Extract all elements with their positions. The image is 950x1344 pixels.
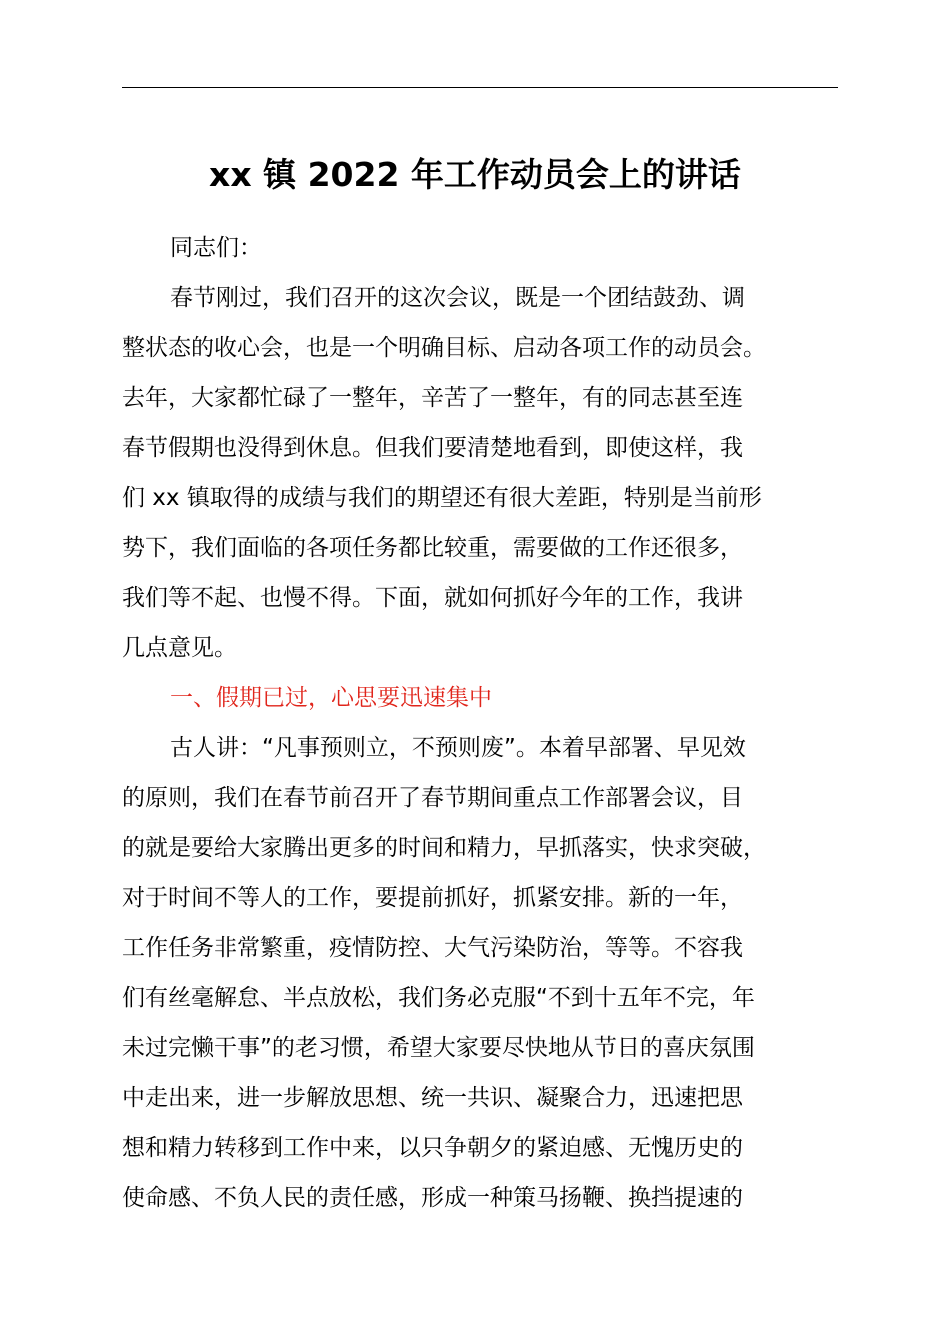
paragraph-line: 春节假期也没得到休息。但我们要清楚地看到，即使这样，我 [122,435,743,461]
paragraph-line: 几点意见。 [122,635,237,661]
paragraph-line: 工作任务非常繁重，疫情防控、大气污染防治，等等。不容我 [122,935,743,961]
paragraph-line: 们 xx 镇取得的成绩与我们的期望还有很大差距，特别是当前形 [122,485,762,511]
paragraph-line: 我们等不起、也慢不得。下面，就如何抓好今年的工作，我讲 [122,585,743,611]
paragraph-line: 未过完懒干事”的老习惯，希望大家要尽快地从节日的喜庆氛围 [122,1035,755,1061]
header-rule [122,87,838,88]
paragraph-line: 去年，大家都忙碌了一整年，辛苦了一整年，有的同志甚至连 [122,385,743,411]
document-body [122,223,842,1223]
paragraph-line: 使命感、不负人民的责任感，形成一种策马扬鞭、换挡提速的 [122,1185,743,1211]
document-title: xx 镇 2022 年工作动员会上的讲话 [209,155,741,194]
paragraph-line: 们有丝毫解怠、半点放松，我们务必克服“不到十五年不完，年 [122,985,755,1011]
paragraph-line: 春节刚过，我们召开的这次会议，既是一个团结鼓劲、调 [170,285,745,311]
section-heading: 一、假期已过，心思要迅速集中 [170,685,492,711]
paragraph-line: 整状态的收心会，也是一个明确目标、启动各项工作的动员会。 [122,335,766,361]
paragraph-line: 想和精力转移到工作中来，以只争朝夕的紧迫感、无愧历史的 [122,1135,743,1161]
paragraph-line: 中走出来，进一步解放思想、统一共识、凝聚合力，迅速把思 [122,1085,743,1111]
paragraph-line: 势下，我们面临的各项任务都比较重，需要做的工作还很多， [122,535,743,561]
paragraph-line: 的原则，我们在春节前召开了春节期间重点工作部署会议，目 [122,785,743,811]
paragraph-line: 古人讲：“凡事预则立，不预则废”。本着早部署、早见效 [170,735,746,761]
paragraph-section1 [122,723,842,1223]
paragraph-opening [122,273,842,673]
salutation: 同志们： [170,235,262,261]
paragraph-line: 对于时间不等人的工作，要提前抓好，抓紧安排。新的一年， [122,885,743,911]
paragraph-line: 的就是要给大家腾出更多的时间和精力，早抓落实，快求突破， [122,835,766,861]
